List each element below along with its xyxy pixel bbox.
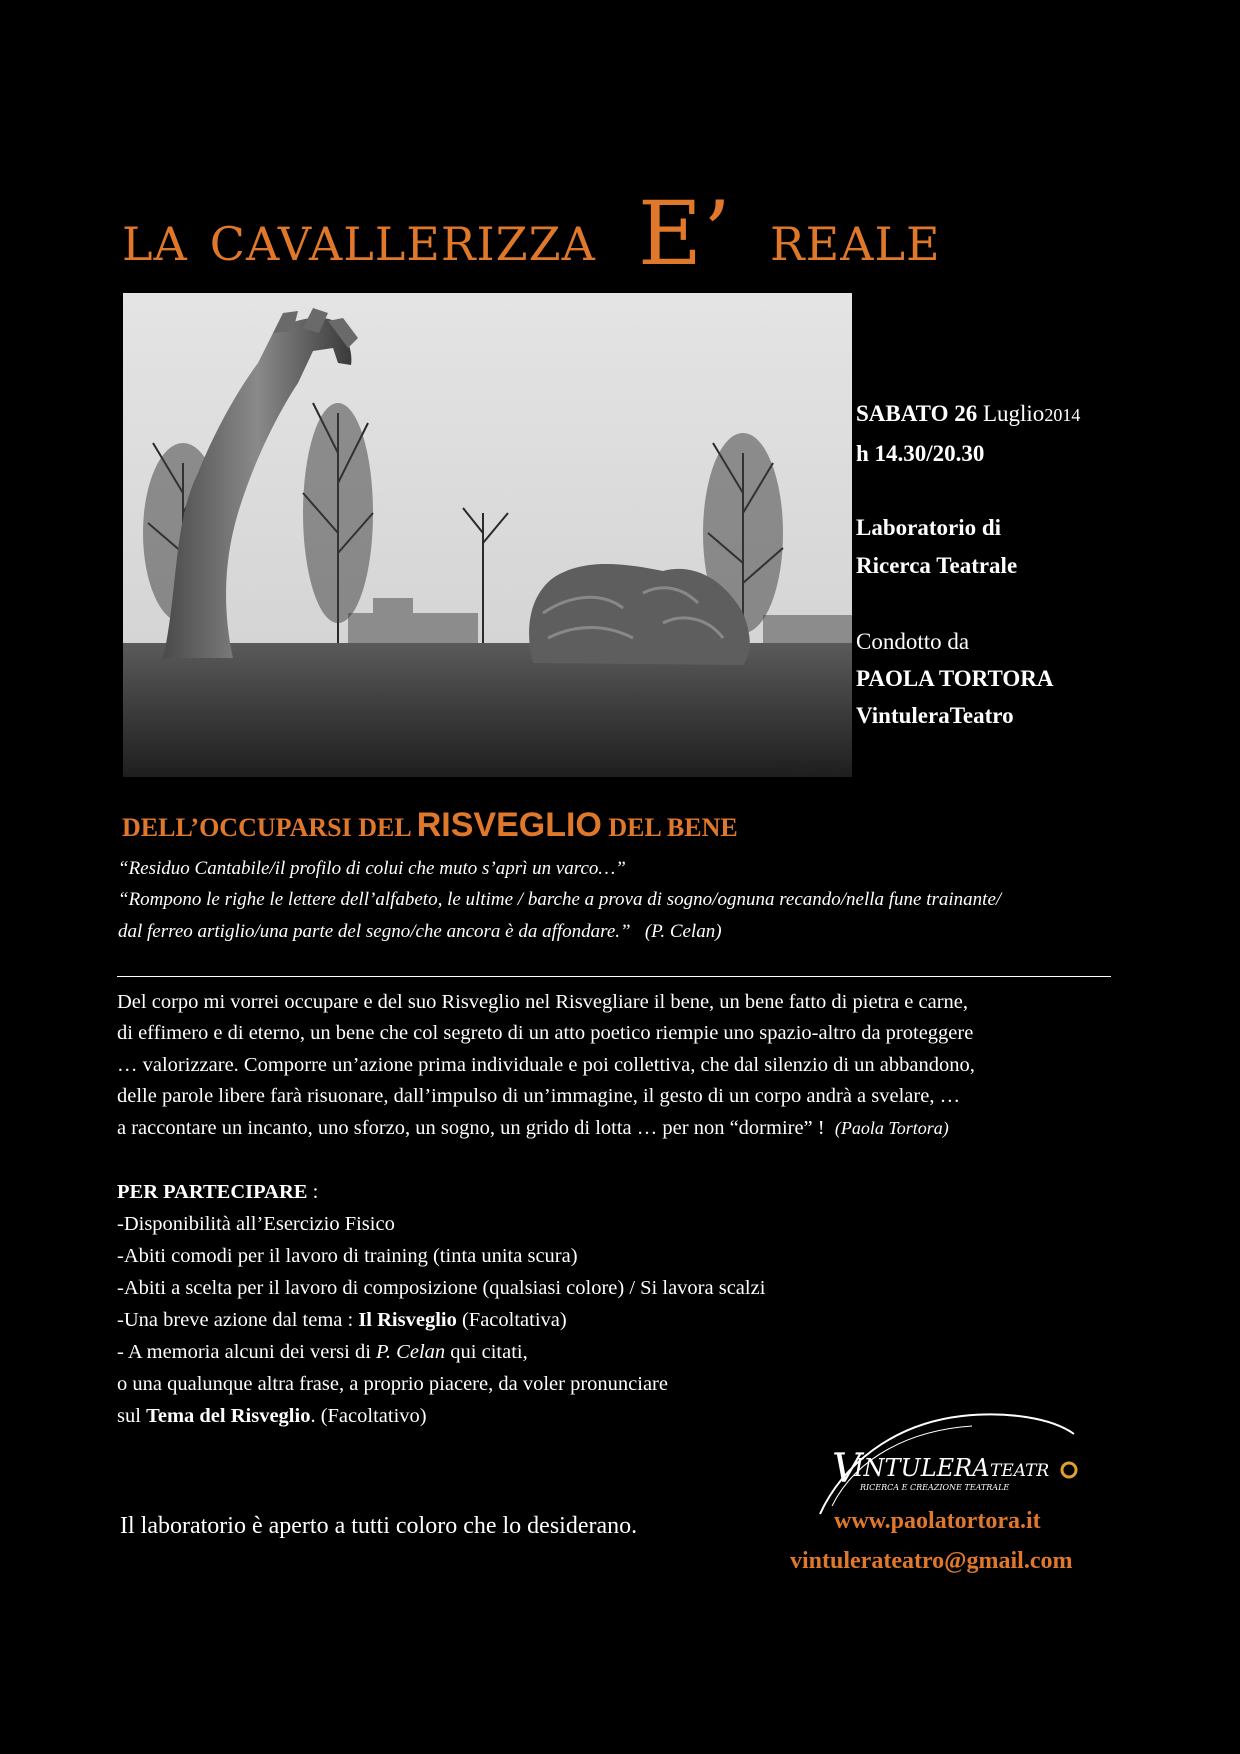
- requirement-bold: Tema del Risveglio: [146, 1405, 311, 1427]
- quote-text: dal ferreo artiglio/una parte del segno/che ancora è da affondare.”: [118, 921, 631, 942]
- requirement-item: -Abiti a scelta per il lavoro di composizione (qualsiasi colore) / Si lavora scalzi: [117, 1277, 766, 1299]
- requirement-text: . (Facoltativo): [310, 1405, 427, 1427]
- quote-line: “Rompono le righe le lettere dell’alfabeto, le ultime / barche a prova di sogno/ognuna recando/nella fune trainante/: [118, 889, 1002, 910]
- logo-suffix: TEATR: [990, 1461, 1050, 1481]
- logo-tagline: RICERCA E CREAZIONE TEATRALE: [860, 1483, 1010, 1492]
- sculpture-photo: [123, 293, 852, 777]
- footer-text: Il laboratorio è aperto a tutti coloro che lo desiderano.: [120, 1513, 638, 1539]
- conductor-name: PAOLA TORTORA: [856, 666, 1054, 691]
- lab-line-1: Laboratorio di: [856, 515, 1002, 540]
- subtitle-highlight: RISVEGLIO: [416, 806, 602, 844]
- body-line: [117, 1117, 949, 1140]
- body-line: di effimero e di eterno, un bene che col segreto di un atto poetico riempie uno spazio-altro da proteggere: [117, 1022, 974, 1044]
- body-line: … valorizzare. Comporre un’azione prima individuale e poi collettiva, che dal silenzio di un abbandono,: [117, 1054, 975, 1076]
- title-part-2: E’: [637, 182, 733, 285]
- requirement-item: [117, 1309, 567, 1332]
- email-link[interactable]: vintulerateatro@gmail.com: [790, 1548, 1073, 1574]
- requirement-item: o una qualunque altra frase, a proprio piacere, da voler pronunciare: [117, 1373, 668, 1395]
- event-date-year: 2014: [1044, 405, 1081, 425]
- event-date-month: Luglio: [977, 401, 1045, 426]
- participate-heading-text: PER PARTECIPARE: [117, 1181, 308, 1203]
- subtitle-before: DELL’OCCUPARSI DEL: [122, 813, 417, 842]
- participate-heading-suffix: :: [307, 1181, 319, 1203]
- requirement-text: - A memoria alcuni dei versi di: [117, 1341, 377, 1363]
- photo-credit: ( S. Johnson): [775, 763, 841, 775]
- conducted-by: Condotto da: [856, 629, 970, 654]
- quote-line: [118, 921, 722, 943]
- requirement-bold: Il Risveglio: [358, 1309, 457, 1331]
- divider: [117, 976, 1111, 977]
- poster-title: [122, 178, 1122, 285]
- workshop-subtitle: [122, 806, 738, 845]
- requirement-text: qui citati,: [445, 1341, 528, 1363]
- requirement-italic: P. Celan: [376, 1341, 446, 1363]
- vintulera-logo: [812, 1396, 1092, 1516]
- logo-initial: V: [832, 1446, 861, 1492]
- requirement-item: [117, 1341, 528, 1364]
- lab-line-2: Ricerca Teatrale: [856, 553, 1018, 578]
- requirement-text: (Facoltativa): [456, 1309, 567, 1331]
- company-name: VintuleraTeatro: [856, 703, 1014, 728]
- event-date: [856, 398, 1080, 431]
- body-line: delle parole libere farà risuonare, dall’impulso di un’immagine, il gesto di un corpo andrà a svelare, …: [117, 1085, 961, 1107]
- subtitle-after: DEL BENE: [601, 813, 738, 842]
- title-part-1: la cavallerizza: [122, 199, 596, 276]
- participate-heading: [117, 1181, 318, 1204]
- body-text: a raccontare un incanto, uno sforzo, un sogno, un grido di lotta … per non “dormire” !: [117, 1117, 830, 1139]
- quote-line: “Residuo Cantabile/il profilo di colui che muto s’aprì un varco…”: [118, 858, 626, 879]
- website-link[interactable]: www.paolatortora.it: [834, 1508, 1041, 1534]
- requirement-item: -Disponibilità all’Esercizio Fisico: [117, 1213, 395, 1235]
- event-time: h 14.30/20.30: [856, 441, 985, 466]
- logo-main: INTULERA: [854, 1454, 990, 1482]
- quote-author: (P. Celan): [644, 921, 722, 942]
- title-part-3: reale: [770, 199, 941, 276]
- requirement-text: sul: [117, 1405, 147, 1427]
- body-author: (Paola Tortora): [834, 1118, 949, 1138]
- requirement-item: -Abiti comodi per il lavoro di training (tinta unita scura): [117, 1245, 578, 1267]
- requirement-item: [117, 1405, 427, 1428]
- body-line: Del corpo mi vorrei occupare e del suo Risveglio nel Risvegliare il bene, un bene fatto di pietra e carne,: [117, 991, 969, 1013]
- event-date-bold: SABATO 26: [856, 401, 978, 426]
- requirement-text: -Una breve azione dal tema :: [117, 1309, 359, 1331]
